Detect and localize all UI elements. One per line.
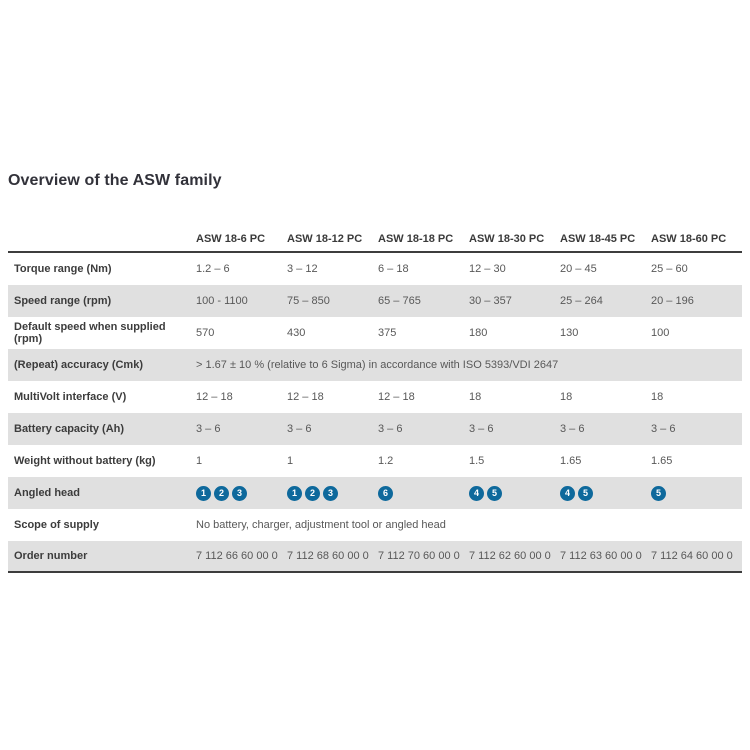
cell-value: 6 – 18 [378,263,409,275]
table-row-weight [8,445,742,477]
cell-value: 25 – 60 [651,263,688,275]
cell-value: 7 112 68 60 00 0 [287,550,369,562]
cell-value: 3 – 6 [469,423,494,435]
table-row-multivolt-interface [8,381,742,413]
cell-value: 7 112 64 60 00 0 [651,550,733,562]
angled-head-badges [469,486,560,501]
cell-value: 1.65 [651,455,673,467]
cell-value: 1.65 [560,455,582,467]
cell-value: 25 – 264 [560,295,603,307]
table-header-row [8,226,742,253]
table-row-default-speed [8,317,742,349]
angled-head-badge-icon: 4 [560,486,575,501]
column-header-asw-18-30: ASW 18-30 PC [469,232,545,245]
cell-value: 100 [651,327,670,339]
cell-value: 3 – 6 [196,423,221,435]
asw-family-spec-table [8,226,742,573]
table-row-repeat-accuracy [8,349,742,381]
angled-head-badges [560,486,651,501]
angled-head-badge-icon: 2 [305,486,320,501]
angled-head-badge-icon: 1 [196,486,211,501]
row-label: Order number [14,550,88,562]
cell-value: 3 – 6 [287,423,312,435]
row-label: Weight without battery (kg) [14,455,156,467]
row-label: MultiVolt interface (V) [14,391,127,403]
table-row-order-number [8,541,742,573]
angled-head-badge-icon: 3 [323,486,338,501]
angled-head-badges [378,486,469,501]
cell-value: 7 112 70 60 00 0 [378,550,460,562]
cell-value: 12 – 18 [378,391,415,403]
angled-head-badge-icon: 3 [232,486,247,501]
cell-value: 3 – 12 [287,263,318,275]
angled-head-badge-icon: 1 [287,486,302,501]
angled-head-badge-icon: 5 [487,486,502,501]
cell-value: 1.2 [378,455,394,467]
cell-value: 1.5 [469,455,485,467]
row-label: Speed range (rpm) [14,295,112,307]
cell-span-value: No battery, charger, adjustment tool or angled head [196,519,446,531]
row-label: Battery capacity (Ah) [14,423,125,435]
cell-value: 7 112 62 60 00 0 [469,550,551,562]
row-label: Angled head [14,487,81,499]
cell-value: 18 [560,391,573,403]
row-label: Default speed when supplied (rpm) [14,321,166,345]
angled-head-badge-icon: 4 [469,486,484,501]
cell-value: 130 [560,327,579,339]
angled-head-badge-icon: 5 [578,486,593,501]
angled-head-badge-icon: 5 [651,486,666,501]
cell-value: 375 [378,327,397,339]
cell-value: 1 [287,455,294,467]
cell-value: 100 - 1100 [196,295,248,307]
cell-value: 18 [469,391,482,403]
angled-head-badges [287,486,378,501]
cell-value: 65 – 765 [378,295,421,307]
cell-value: 180 [469,327,488,339]
table-row-battery-capacity [8,413,742,445]
cell-value: 20 – 45 [560,263,597,275]
cell-value: 3 – 6 [378,423,403,435]
column-header-asw-18-12: ASW 18-12 PC [287,232,363,245]
cell-value: 3 – 6 [651,423,676,435]
cell-value: 1.2 – 6 [196,263,230,275]
cell-value: 3 – 6 [560,423,585,435]
angled-head-badge-icon: 2 [214,486,229,501]
row-label: Torque range (Nm) [14,263,112,275]
cell-value: 12 – 18 [287,391,324,403]
column-header-asw-18-60: ASW 18-60 PC [651,232,727,245]
angled-head-badge-icon: 6 [378,486,393,501]
cell-value: 570 [196,327,215,339]
cell-value: 1 [196,455,203,467]
cell-value: 30 – 357 [469,295,512,307]
page-title: Overview of the ASW family [8,172,222,189]
table-row-scope-of-supply [8,509,742,541]
row-label: Scope of supply [14,519,99,531]
cell-value: 12 – 30 [469,263,506,275]
cell-span-value: > 1.67 ± 10 % (relative to 6 Sigma) in accordance with ISO 5393/VDI 2647 [196,359,559,371]
angled-head-badges [651,486,737,501]
cell-value: 7 112 66 60 00 0 [196,550,278,562]
cell-value: 12 – 18 [196,391,233,403]
angled-head-badges [196,486,287,501]
cell-value: 18 [651,391,664,403]
row-label: (Repeat) accuracy (Cmk) [14,359,143,371]
column-header-asw-18-6: ASW 18-6 PC [196,232,266,245]
table-row-speed-range [8,285,742,317]
cell-value: 430 [287,327,306,339]
table-row-angled-head [8,477,742,509]
cell-value: 7 112 63 60 00 0 [560,550,642,562]
table-row-torque-range [8,253,742,285]
column-header-asw-18-18: ASW 18-18 PC [378,232,454,245]
cell-value: 20 – 196 [651,295,694,307]
column-header-asw-18-45: ASW 18-45 PC [560,232,636,245]
cell-value: 75 – 850 [287,295,330,307]
